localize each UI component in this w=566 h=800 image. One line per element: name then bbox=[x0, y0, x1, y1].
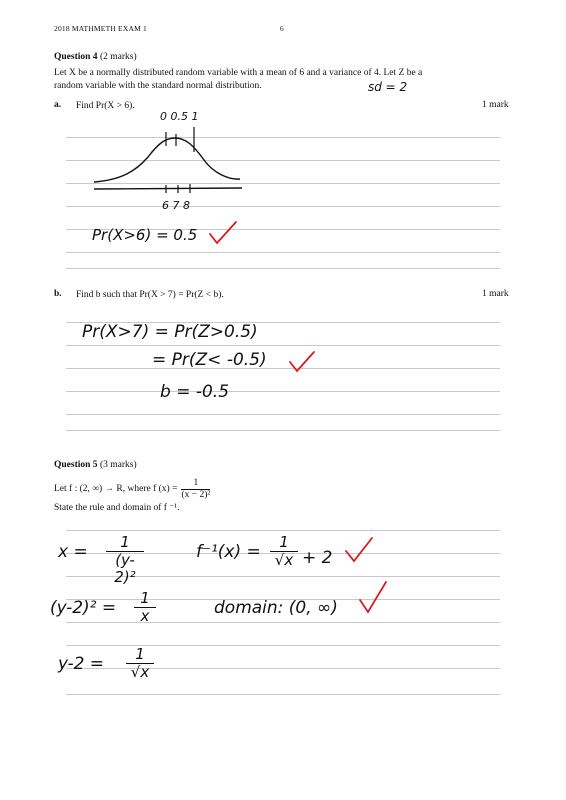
part-b-mark: 1 mark bbox=[482, 289, 509, 299]
hw-denominator: √x bbox=[130, 663, 150, 681]
answer-line bbox=[66, 530, 500, 531]
hw-denominator: x bbox=[140, 607, 150, 625]
part-a-mark: 1 mark bbox=[482, 100, 509, 110]
page-number: 6 bbox=[280, 24, 284, 33]
handwritten-sd-note: sd = 2 bbox=[368, 80, 408, 94]
question-4-marks: (2 marks) bbox=[99, 52, 137, 62]
handwritten-inverse-fraction bbox=[270, 534, 298, 569]
handwritten-answer-b-line3: b = -0.5 bbox=[160, 382, 230, 402]
exam-header: 2018 MATHMETH EXAM 1 bbox=[54, 24, 147, 33]
fraction-denominator: (x − 2)² bbox=[181, 490, 211, 500]
handwritten-square-fraction bbox=[134, 590, 156, 625]
handwritten-y-minus-2: y-2 = bbox=[58, 654, 105, 674]
hw-denominator: √x bbox=[274, 551, 294, 569]
handwritten-inverse-rule: f⁻¹(x) = bbox=[196, 542, 261, 562]
part-b-label: b. bbox=[54, 289, 62, 299]
question-5-marks: (3 marks) bbox=[99, 460, 137, 470]
hw-numerator: 1 bbox=[126, 646, 154, 664]
answer-line bbox=[66, 345, 500, 346]
question-4-title bbox=[54, 52, 137, 62]
answer-line bbox=[66, 414, 500, 415]
hw-numerator: 1 bbox=[270, 534, 298, 552]
fraction-numerator: 1 bbox=[181, 478, 210, 490]
part-a-label: a. bbox=[54, 100, 62, 110]
check-mark-icon bbox=[208, 220, 238, 246]
question-5-instruction: State the rule and domain of f ⁻¹. bbox=[54, 503, 180, 513]
question-4-intro-line2: random variable with the standard normal distribution. bbox=[54, 81, 262, 91]
hw-denominator: (y-2)² bbox=[114, 551, 136, 586]
part-a-prompt: Find Pr(X > 6). bbox=[76, 101, 135, 111]
handwritten-axis-labels: 6 7 8 bbox=[162, 199, 190, 212]
handwritten-normal-curve-sketch bbox=[90, 112, 250, 202]
answer-line bbox=[66, 368, 500, 369]
handwritten-answer-b-line1: Pr(X>7) = Pr(Z>0.5) bbox=[82, 322, 258, 342]
handwritten-y-fraction bbox=[126, 646, 154, 681]
handwritten-square-equals: (y-2)² = bbox=[50, 598, 117, 618]
question-5-label: Question 5 bbox=[54, 460, 98, 470]
question-4-label: Question 4 bbox=[54, 52, 98, 62]
handwritten-plus-two: + 2 bbox=[302, 548, 333, 568]
check-mark-icon bbox=[344, 536, 374, 564]
question-4-intro-line1: Let X be a normally distributed random variable with a mean of 6 and a variance of 4. Let Z be a bbox=[54, 68, 423, 78]
answer-line bbox=[66, 430, 500, 431]
question-5-title bbox=[54, 460, 137, 470]
question-5-definition bbox=[54, 478, 210, 501]
answer-line bbox=[66, 694, 500, 695]
handwritten-answer-b-line2: = Pr(Z< -0.5) bbox=[152, 350, 267, 370]
check-mark-icon bbox=[288, 350, 316, 374]
handwritten-domain: domain: (0, ∞) bbox=[214, 598, 338, 618]
hw-numerator: 1 bbox=[134, 590, 156, 608]
function-fraction bbox=[181, 478, 210, 501]
question-5-let-text: Let f : (2, ∞) → R, where f (x) = bbox=[54, 484, 178, 494]
part-b-prompt: Find b such that Pr(X > 7) = Pr(Z < b). bbox=[76, 290, 224, 300]
answer-line bbox=[66, 622, 500, 623]
answer-line bbox=[66, 268, 500, 269]
handwritten-answer-a: Pr(X>6) = 0.5 bbox=[92, 226, 198, 244]
check-mark-icon bbox=[358, 580, 388, 616]
handwritten-curve-top-labels: 0 0.5 1 bbox=[160, 110, 199, 123]
answer-line bbox=[66, 252, 500, 253]
answer-line bbox=[66, 391, 500, 392]
handwritten-x-equals: x = bbox=[58, 542, 88, 562]
handwritten-x-fraction bbox=[106, 534, 144, 586]
answer-line bbox=[66, 206, 500, 207]
hw-numerator: 1 bbox=[106, 534, 144, 552]
